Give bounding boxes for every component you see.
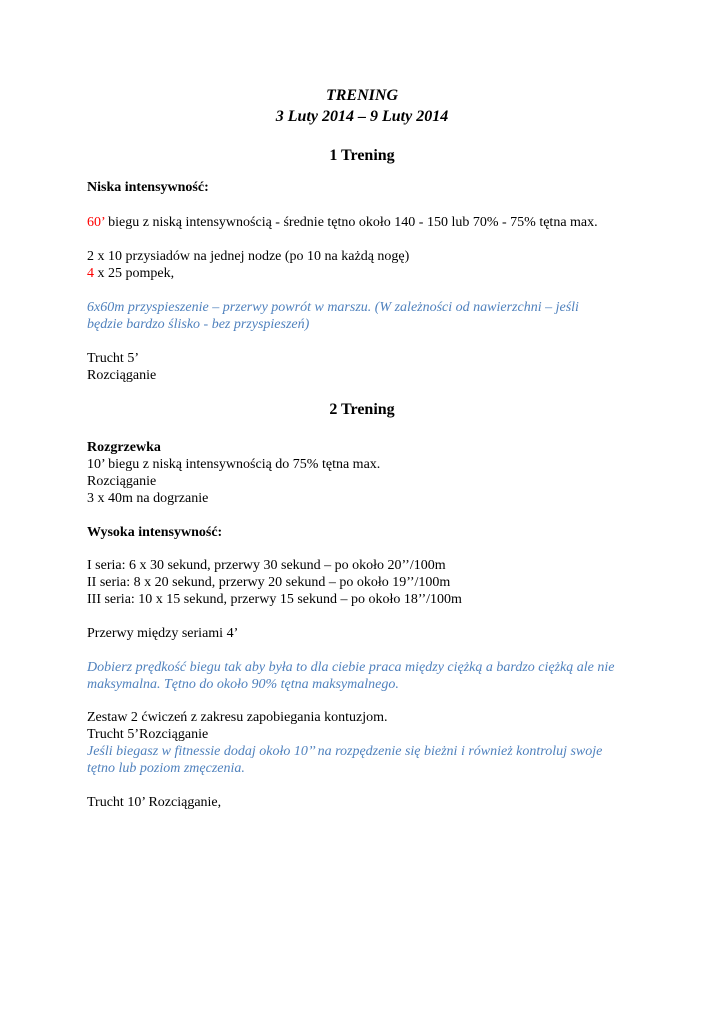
low-intensity-label: Niska intensywność: (87, 180, 209, 195)
warmup-strides-line: 3 x 40m na dogrzanie (87, 491, 209, 506)
high-intensity-label: Wysoka intensywność: (87, 525, 223, 540)
squats-line: 2 x 10 przysiadów na jednej nodze (po 10 na każdą nogę) (87, 249, 410, 264)
low-intensity-run-line (87, 214, 598, 231)
acceleration-note-line-2: będzie bardzo ślisko - bez przyspieszeń) (87, 317, 310, 332)
document-title: TRENING (325, 87, 398, 104)
series-line-3: III seria: 10 x 15 sekund, przerwy 15 sekund – po około 18’’/100m (87, 592, 462, 607)
gym-note-line-2: tętno lub poziom zmęczenia. (87, 761, 245, 776)
gym-note-line-1: Jeśli biegasz w fitnessie dodaj około 10’’ na rozpędzenie się bieżni i również kontroluj swoje (87, 744, 603, 759)
warmup-run-line: 10’ biegu z niską intensywnością do 75% tętna max. (87, 457, 381, 472)
pace-note-line-2: maksymalna. Tętno do około 90% tętna maksymalnego. (87, 677, 399, 692)
series-line-2: II seria: 8 x 20 sekund, przerwy 20 sekund – po około 19’’/100m (87, 575, 451, 590)
date-range: 3 Luty 2014 – 9 Luty 2014 (275, 108, 449, 125)
training-1-heading: 1 Trening (329, 147, 395, 164)
pushups-description: x 25 pompek, (94, 266, 175, 281)
warmup-label: Rozgrzewka (87, 440, 161, 455)
training-2-heading: 2 Trening (329, 401, 395, 418)
jog-line: Trucht 5’ (87, 351, 139, 366)
pushups-line (87, 265, 174, 282)
jog-stretch-line: Trucht 5’Rozciąganie (87, 727, 209, 742)
final-jog-stretch-line: Trucht 10’ Rozciąganie, (87, 795, 222, 810)
exercises-line: Zestaw 2 ćwiczeń z zakresu zapobiegania kontuzjom. (87, 710, 388, 725)
acceleration-note-line-1: 6x60m przyspieszenie – przerwy powrót w marszu. (W zależności od nawierzchni – jeśli (87, 300, 579, 315)
pace-note-line-1: Dobierz prędkość biegu tak aby była to dla ciebie praca między ciężką a bardzo ciężką ale nie (87, 660, 615, 675)
rest-between-series: Przerwy między seriami 4’ (87, 626, 239, 641)
pushups-count: 4 (87, 266, 94, 281)
stretch-line: Rozciąganie (87, 368, 157, 383)
run-description: biegu z niską intensywnością - średnie tętno około 140 - 150 lub 70% - 75% tętna max. (104, 215, 598, 230)
run-duration: 60’ (87, 215, 105, 230)
series-line-1: I seria: 6 x 30 sekund, przerwy 30 sekund – po około 20’’/100m (87, 558, 446, 573)
warmup-stretch-line: Rozciąganie (87, 474, 157, 489)
